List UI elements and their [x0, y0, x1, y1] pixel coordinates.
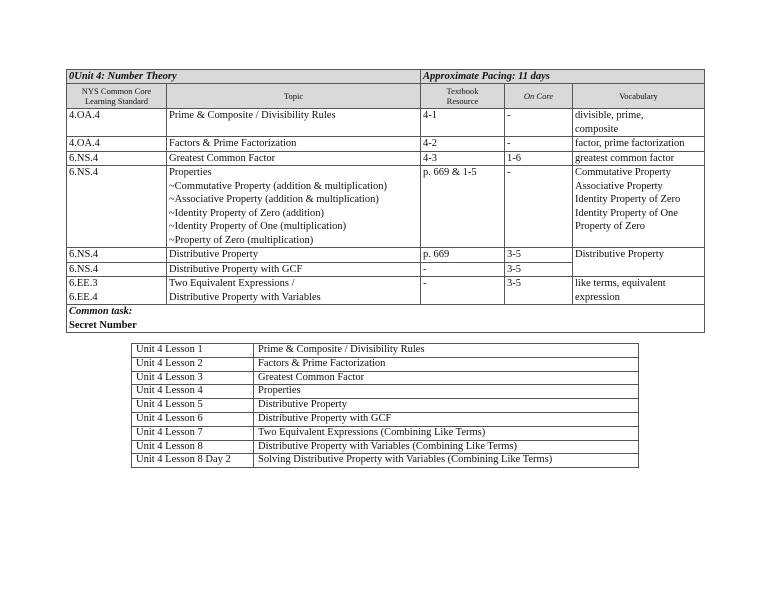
standard-cell: 6.NS.4 — [67, 248, 167, 263]
topic-cell: Prime & Composite / Divisibility Rules — [167, 109, 421, 137]
lesson-topic-cell: Solving Distributive Property with Variables (Combining Like Terms) — [254, 454, 639, 468]
vocab-cell — [573, 262, 705, 277]
vocab-cell: Commutative Property Associative Property Identity Property of Zero Identity Property of One Property of Zero — [573, 166, 705, 248]
common-task-label: Common task: — [69, 306, 133, 317]
unit-title: 0Unit 4: Number Theory — [67, 70, 421, 84]
lesson-cell: Unit 4 Lesson 5 — [132, 399, 254, 413]
common-task-row — [67, 305, 705, 333]
lesson-cell: Unit 4 Lesson 8 — [132, 440, 254, 454]
oncore-cell: - — [505, 137, 573, 152]
oncore-cell: 3-5 — [505, 262, 573, 277]
table-row — [67, 109, 705, 137]
lesson-topic-cell: Greatest Common Factor — [254, 371, 639, 385]
table-row — [132, 412, 639, 426]
topic-cell: Distributive Property with GCF — [167, 262, 421, 277]
table-row — [67, 248, 705, 263]
lesson-cell: Unit 4 Lesson 8 Day 2 — [132, 454, 254, 468]
lesson-topic-cell: Distributive Property with Variables (Combining Like Terms) — [254, 440, 639, 454]
lesson-cell: Unit 4 Lesson 6 — [132, 412, 254, 426]
lesson-topic-cell: Two Equivalent Expressions (Combining Like Terms) — [254, 426, 639, 440]
lesson-topic-cell: Distributive Property — [254, 399, 639, 413]
lesson-topic-cell: Distributive Property with GCF — [254, 412, 639, 426]
header-textbook: Textbook Resource — [421, 84, 505, 109]
textbook-cell: p. 669 & 1-5 — [421, 166, 505, 248]
textbook-cell: 4-3 — [421, 151, 505, 166]
table-row — [132, 454, 639, 468]
table-row — [67, 137, 705, 152]
lesson-topic-cell: Properties — [254, 385, 639, 399]
standard-cell: 4.OA.4 — [67, 137, 167, 152]
header-standard: NYS Common Core Learning Standard — [67, 84, 167, 109]
table-row — [132, 385, 639, 399]
table-row — [132, 371, 639, 385]
vocab-cell: greatest common factor — [573, 151, 705, 166]
vocab-cell: like terms, equivalent expression — [573, 277, 705, 305]
lesson-cell: Unit 4 Lesson 7 — [132, 426, 254, 440]
header-vocab: Vocabulary — [573, 84, 705, 109]
table-row — [67, 277, 705, 305]
lesson-topic-cell: Prime & Composite / Divisibility Rules — [254, 344, 639, 358]
topic-cell: Two Equivalent Expressions / Distributive Property with Variables — [167, 277, 421, 305]
standard-cell: 6.NS.4 — [67, 166, 167, 248]
textbook-cell: p. 669 — [421, 248, 505, 263]
table-row — [67, 151, 705, 166]
lesson-cell: Unit 4 Lesson 2 — [132, 357, 254, 371]
header-oncore: On Core — [505, 84, 573, 109]
lesson-cell: Unit 4 Lesson 3 — [132, 371, 254, 385]
title-row — [67, 70, 705, 84]
common-task-cell — [67, 305, 705, 333]
lesson-cell: Unit 4 Lesson 4 — [132, 385, 254, 399]
vocab-cell: Distributive Property — [573, 248, 705, 263]
topic-cell: Properties ~Commutative Property (addition & multiplication) ~Associative Property (addition & multiplication) ~Identity Property of Zero (addition) ~Identity Property of One (multiplication) ~Property of Zero (multiplication) — [167, 166, 421, 248]
textbook-cell: 4-2 — [421, 137, 505, 152]
oncore-cell: 1-6 — [505, 151, 573, 166]
textbook-cell: - — [421, 262, 505, 277]
table-row — [67, 166, 705, 248]
standard-cell: 6.NS.4 — [67, 151, 167, 166]
standard-cell: 6.EE.3 6.EE.4 — [67, 277, 167, 305]
table-row — [132, 357, 639, 371]
oncore-cell: - — [505, 109, 573, 137]
table-row — [132, 426, 639, 440]
header-topic: Topic — [167, 84, 421, 109]
oncore-cell: - — [505, 166, 573, 248]
standard-cell: 6.NS.4 — [67, 262, 167, 277]
oncore-cell: 3-5 — [505, 248, 573, 263]
table-row — [132, 440, 639, 454]
textbook-cell: - — [421, 277, 505, 305]
common-task-value: Secret Number — [69, 319, 137, 331]
textbook-cell: 4-1 — [421, 109, 505, 137]
topic-cell: Distributive Property — [167, 248, 421, 263]
oncore-cell: 3-5 — [505, 277, 573, 305]
lesson-topic-cell: Factors & Prime Factorization — [254, 357, 639, 371]
table-row — [132, 399, 639, 413]
table-row — [67, 262, 705, 277]
pacing-table — [66, 69, 705, 333]
vocab-cell: divisible, prime, composite — [573, 109, 705, 137]
standard-cell: 4.OA.4 — [67, 109, 167, 137]
header-row — [67, 84, 705, 109]
topic-cell: Greatest Common Factor — [167, 151, 421, 166]
vocab-cell: factor, prime factorization — [573, 137, 705, 152]
pacing-label: Approximate Pacing: 11 days — [421, 70, 705, 84]
topic-cell: Factors & Prime Factorization — [167, 137, 421, 152]
lesson-cell: Unit 4 Lesson 1 — [132, 344, 254, 358]
lesson-table — [131, 343, 639, 468]
table-row — [132, 344, 639, 358]
